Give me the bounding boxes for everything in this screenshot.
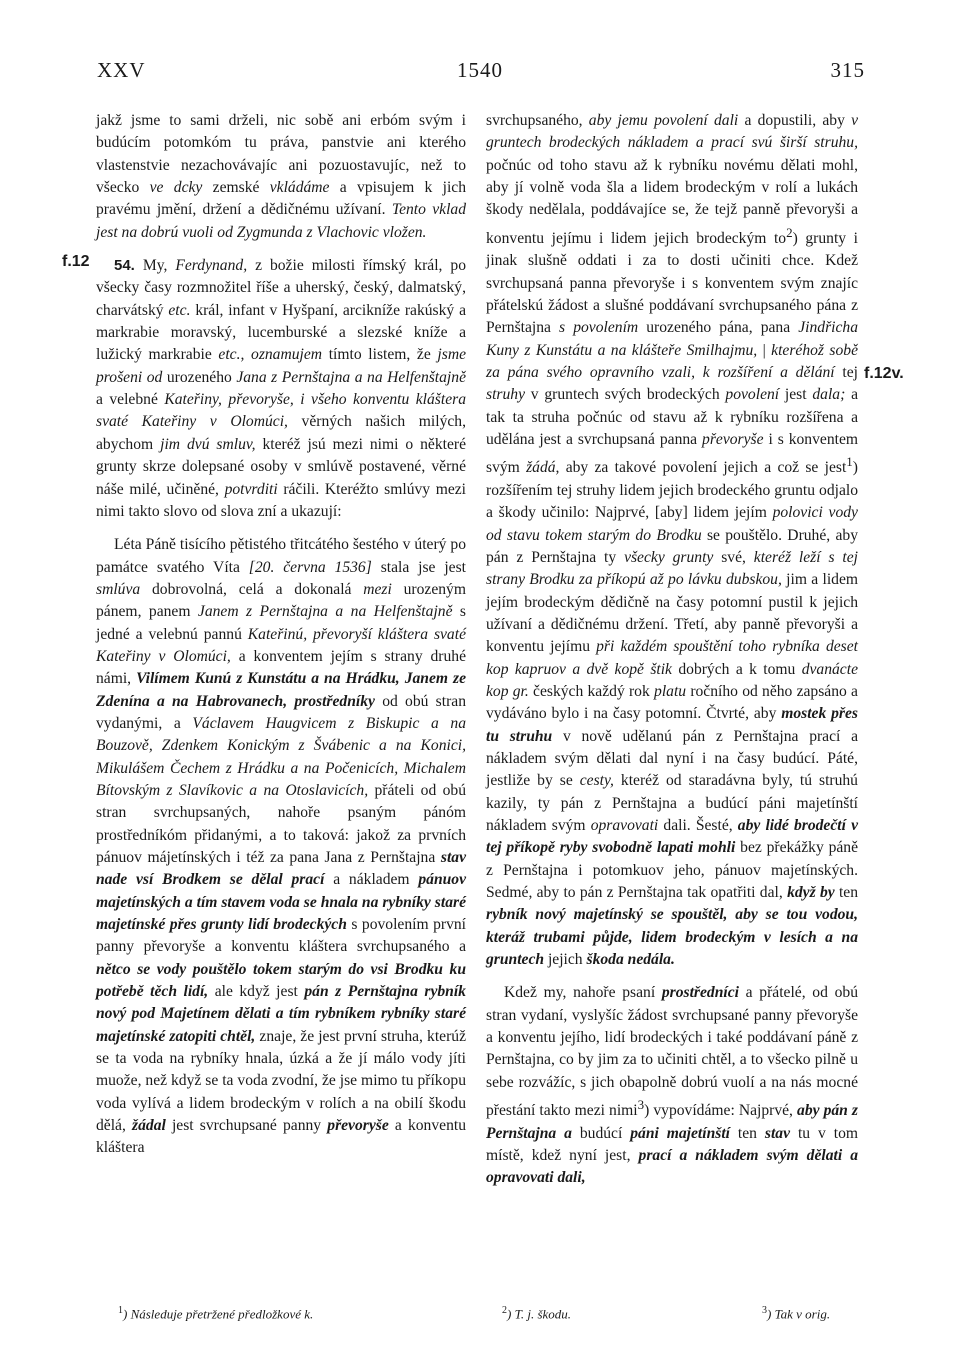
paragraph: svrchupsaného, aby jemu povolení dali a dopustili, aby v gruntech brodeckých nákladem a prací svú širší struhu, počnúc od toho stavu až k rybníku novému dělati mohl, aby jí volně voda šla a lidem brodeckým v rolí a lukách škody nedělala, poddávajíce se, že tejž panně převoryši a konventu jejímu i lidem jejich brodeckým $to^2$) grunty i jinak slušně oddati i za to dosti učiniti chce. Kdež svrchupsaná panna převoryše i s konventem svým znajíc přátelskú žádost a slušné poddávaní svrchupsaného pána z Pernštajna s povolením urozeného pána, pana Jindřicha Kuny z Kunstátu a na klášteře Smilhajmu, | kteréhož sobě za pána svého opravního vzali, k rozšíření a dělání tej struhy v gruntech svých brodeckých povolení jest dala; a tak ta struha počnúc od stavu až k rybníku rozšířena a udělána jest a svrchupsaná panna převoryše i s konventem svým žádá, aby za takové povolení jejich a což se jest$^1$) rozšířením tej struhy lidem jejich brodeckého gruntu odjalo a škody učinilo: Najprvé, [aby] lidem jejím polovici vody od stavu tokem starým do Brodku se pouštělo. Druhé, aby pán z Pernštajna ty všecky grunty své, kteréž leží s tej strany Brodku za příkopú až po lávku dubskou, jim a lidem jejím brodeckým dědičně na časy potomní pustil k jejich užívaní a dědičnému držení. Třetí, aby panně převoryši a konventu jejímu při každém spouštění toho rybníka deset kop kapruov a dvě kopě štik dobrých a k tomu dvanácte kop gr. českých každý rok platu ročního od něho zapsáno a vydáváno bylo i na časy potomní. Čtvrté, aby mostek přes tu struhu v nově udělanú pán z Pernštajna prací a nákladem svým dělati dal nyní i na časy budúcí. Páté, jestliže by se cesty, kteréž od staradávna byly, tú struhú kazily, ty pán z Pernštajna a budúcí páni majetínští nákladem svým opravovati dali. Šesté, aby lidé brodečtí v tej příkopě ryby svobodně lapati mohli bez překážky páně z Pernštajna i potomkuov jeho, pánuov majetínských. Sedmé, aby to pán z Pernštajna tak opatřiti dal, když by ten rybník nový majetínský se spouštěl, aby se tou vodou, kteráž trubami půjde, lidem brodeckým v lesích a na gruntech jejich škoda nedála. (486, 112, 859, 969)
left-column (96, 110, 466, 1160)
document-entry: 54. My, Ferdynand, z božie milosti římský král, po všecky časy rozmnožitel říše a uherský, český, dalmatský, charvátský etc. král, infant v Hyšpaní, arcikníže rakúský a markrabie moravský, lucemburské a slezské kníže a lužický markrabie etc., oznamujem tímto listem, že jsme prošeni od urozeného Jana z Pernštajna a na Helfenštajně a velebné Kateřiny, převoryše, i všeho konventu kláštera svaté Kateřiny v Olomúci, věrných našich milých, abychom jim dvú smluv, kteréž jsú mezi nimi o některé grunty skrze dolepsané osoby v smlúvě postavené, věrné náše milé, učiněné, potvrditi ráčili. Kteréžto smlúvy mezi nimi takto slovo od slova zní a ukazují: (96, 257, 467, 520)
margin-folio-note: f.12 (62, 253, 90, 270)
footnote: $^1$) Následuje přetržené předložkové k. (118, 1305, 314, 1322)
footnote: $^3$) Tak v orig. (762, 1305, 831, 1322)
page-number: 315 (830, 58, 865, 82)
footnote: $^2$) T. j. škodu. (502, 1305, 572, 1322)
paragraph: Kdež my, nahoře psaní prostředníci a přátelé, od obú stran vydaní, vyslyšíc žádost svrchupsané panny převoryše a konventu jejího, lidí brodeckých i také poddávaní páně z Pernštajna, co by jim za to učiniti chtěl, a to všecko pilně u sebe rozvážíc, s jich obapolně dobrú vuolí a na nás mocné přestání takto mezi nimi$^3$) vypovídáme: Najprvé, aby pán z Pernštajna a budúcí páni majetínští ten stav tu v tom místě, kdež nyní jest, prací a nákladem svým dělati a opravovati dali, (486, 984, 858, 1187)
running-header-year: 1540 (457, 58, 503, 82)
running-header-chapter: XXV (97, 58, 146, 82)
margin-folio-note: f.12v. (864, 365, 904, 382)
right-column (486, 110, 858, 1190)
paragraph: jakž jsme to sami drželi, nic sobě ani erbóm svým i budúcím potomkóm tu práva, panstvie ani kterého vlastenstvie nezachovávajíc ani pozuostavujíc, než to všecko ve dcky zemské vkládáme a vpisujem k jich pravému jmění, držení a dědičnému užívaní. Tento vklad jest na dobrú vuoli od Zygmunda z Vlachovic vložen. (96, 112, 467, 241)
paragraph: Léta Páně tisícího pětistého třitcátého šestého v úterý po památce svatého Víta [20. června 1536] stala jse jest smlúva dobrovolná, celá a dokonalá mezi urozeným pánem, panem Janem z Pernštajna a na Helfenštajně s jedné a velebnú pannú Kateřinú, převoryší kláštera svaté Kateřiny v Olomúci, a konventem jejím s strany druhé námi, Vilímem Kunú z Kunstátu a na Hrádku, Janem ze Zdenína a na Habrovanech, prostředníky od obú stran vydanými, a Václavem Haugvicem z Biskupic a na Bouzově, Zdenkem Konickým z Švábenic a na Konici, Mikulášem Čechem z Hrádku a na Počenicích, Michalem Bítovským z Slavíkovic a na Otoslavicích, přáteli od obú stran svrchupsaných, nahoře psaným pánóm prostředníkóm přidanými, a to taková: jakož za prvních pánuov májetínských i též za pana Jana z Pernštajna stav nade vsí Brodkem se dělal prací a nákladem pánuov majetínských a tím stavem voda se hnala na rybníky staré majetínské přes grunty lidí brodeckých s povolením první panny převoryše a konventu kláštera svrchupsaného a nětco se vody pouštělo tokem starým do vsi Brodku ku potřebě těch lidí, ale když jest pán z Pernštajna rybník nový pod Majetínem dělati a tím rybníkem rybníky staré majetínské zatopiti chtěl, znaje, že jest první struha, kterúž se ta voda na rybníky hnala, úzká a že jí málo vody jíti muože, než když se ta voda zvodní, že jse mimo tu příkopu voda vylívá a lidem brodeckým v rolích a na obilí škodu dělá, žádal jest svrchupsané panny převoryše a konventu kláštera (96, 536, 467, 1157)
document-number: 54. (114, 257, 135, 275)
